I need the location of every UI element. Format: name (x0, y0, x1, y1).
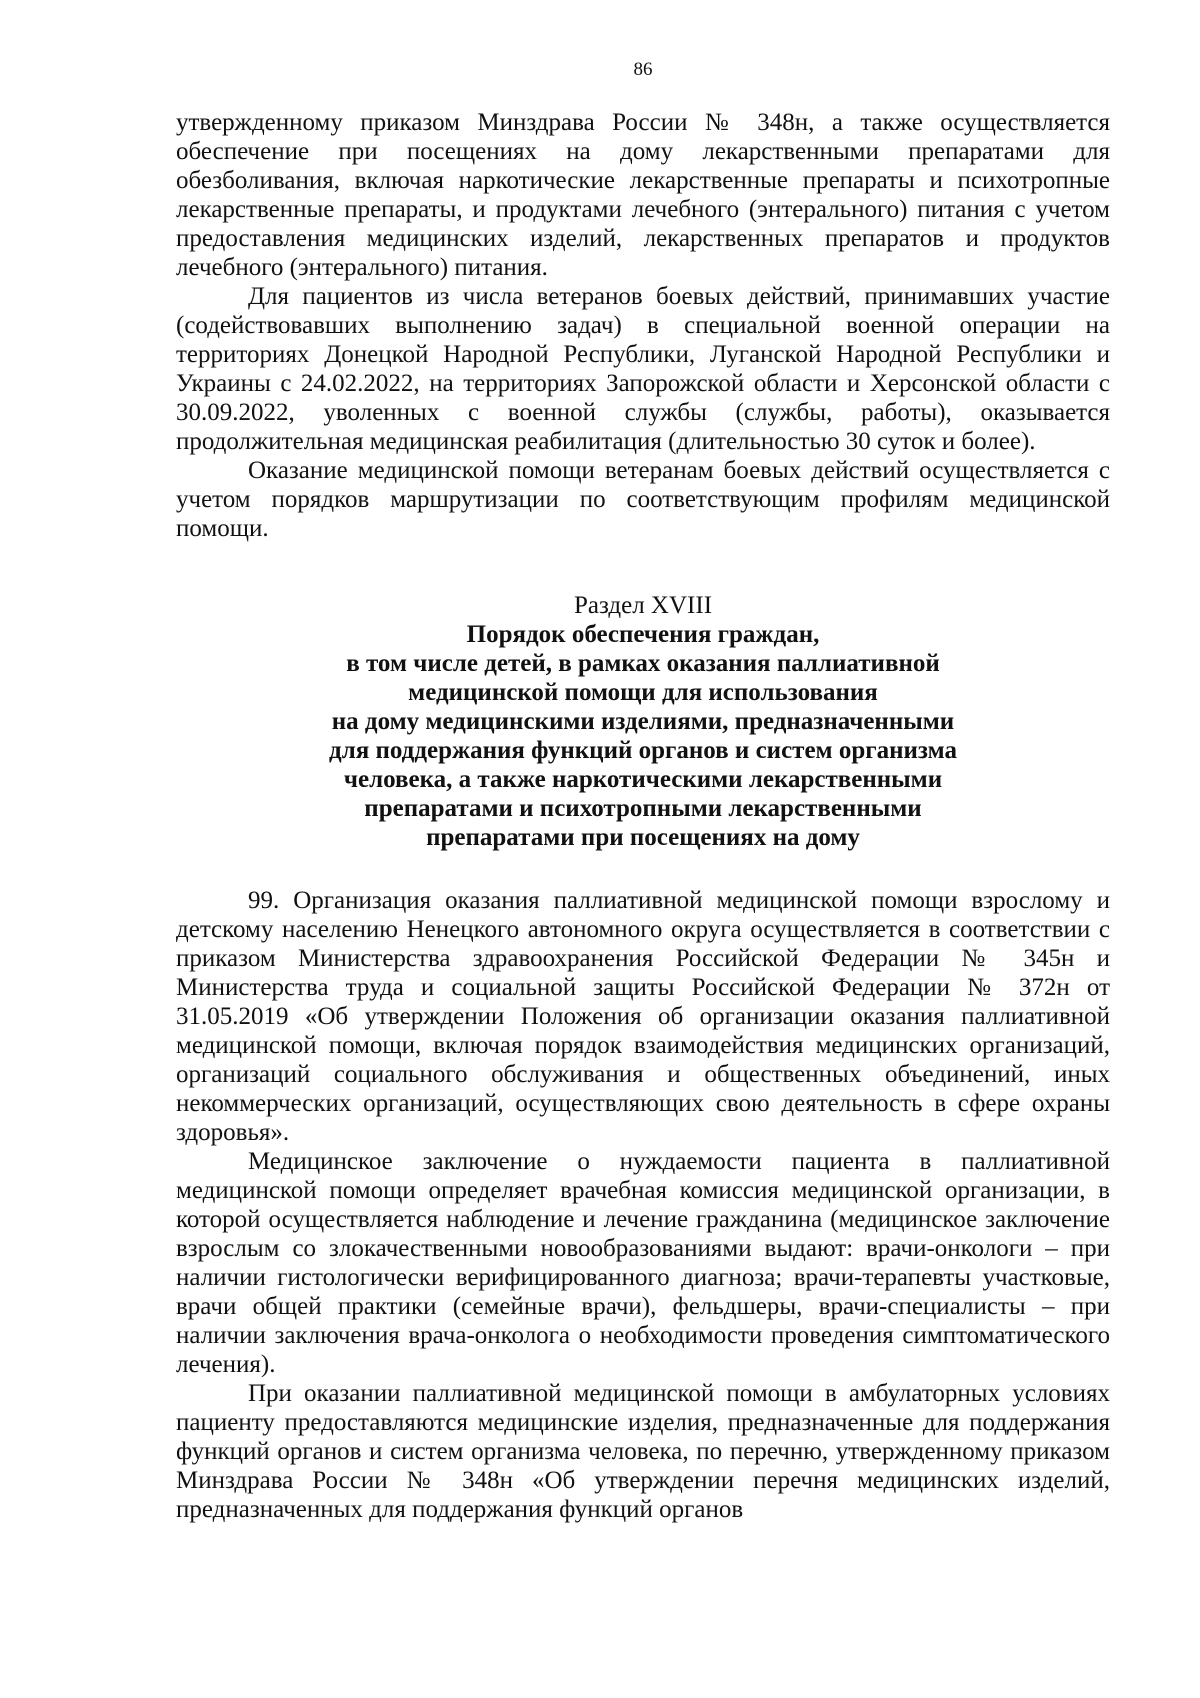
section-label: Раздел XVIII (573, 592, 713, 619)
section-title-line: Порядок обеспечения граждан, (466, 621, 820, 648)
section-title-line: препаратами при посещениях на дому (426, 824, 860, 851)
section-heading (176, 591, 1110, 852)
section-title-line: человека, а также наркотическими лекарственными (343, 766, 943, 793)
section-title-line: в том числе детей, в рамках оказания паллиативной (346, 650, 940, 677)
paragraph-medical-conclusion: Медицинское заключение о нуждаемости пациента в паллиативной медицинской помощи определяет врачебная комиссия медицинской организации, в которой осуществляется наблюдение и лечение гражданина (медицинское заключение взрослым со злокачественными новообразованиями выдают: врачи-онкологи – при наличии гистологически верифицированного диагноза; врачи-терапевты участковые, врачи общей практики (семейные врачи), фельдшеры, врачи-специалисты – при наличии заключения врача-онколога о необходимости проведения симптоматического лечения). (176, 1148, 1110, 1378)
paragraph-99-organization: 99. Организация оказания паллиативной медицинской помощи взрослому и детскому населению Ненецкого автономного округа осуществляется в соответствии с приказом Министерства здравоохранения Российской Федерации № 345н и Министерства труда и социальной защиты Российской Федерации № 372н от 31.05.2019 «Об утверждении Положения об организации оказания паллиативной медицинской помощи, включая порядок взаимодействия медицинских организаций, организаций социального обслуживания и общественных объединений, иных некоммерческих организаций, осуществляющих свою деятельность в сфере охраны здоровья». (176, 887, 1110, 1146)
section-title-line: медицинской помощи для использования (408, 679, 878, 706)
page-number: 86 (633, 59, 653, 80)
section-title-line: для поддержания функций органов и систем организма (329, 737, 957, 764)
paragraph-veterans-rehabilitation: Для пациентов из числа ветеранов боевых действий, принимавших участие (содействовавших выполнению задач) в специальной военной операции на территориях Донецкой Народной Республики, Луганской Народной Республики и Украины с 24.02.2022, на территориях Запорожской области и Херсонской области с 30.09.2022, уволенных с военной службы (службы, работы), оказывается продолжительная медицинская реабилитация (длительностью 30 суток и более). (176, 283, 1110, 455)
section-title-line: на дому медицинскими изделиями, предназначенными (331, 708, 955, 735)
document-page (176, 58, 1110, 1678)
section-title (176, 620, 1110, 852)
paragraph-veterans-routing: Оказание медицинской помощи ветеранам боевых действий осуществляется с учетом порядков маршрутизации по соответствующим профилям медицинской помощи. (176, 457, 1110, 542)
paragraph-continuation: утвержденному приказом Минздрава России № 348н, а также осуществляется обеспечение при посещениях на дому лекарственными препаратами для обезболивания, включая наркотические лекарственные препараты и психотропные лекарственные препараты, и продуктами лечебного (энтерального) питания с учетом предоставления медицинских изделий, лекарственных препаратов и продуктов лечебного (энтерального) питания. (176, 109, 1110, 281)
section-title-line: препаратами и психотропными лекарственными (364, 795, 922, 822)
paragraph-outpatient-devices: При оказании паллиативной медицинской помощи в амбулаторных условиях пациенту предоставляются медицинские изделия, предназначенные для поддержания функций органов и систем организма человека, по перечню, утвержденному приказом Минздрава России № 348н «Об утверждении перечня медицинских изделий, предназначенных для поддержания функций органов (176, 1380, 1110, 1523)
